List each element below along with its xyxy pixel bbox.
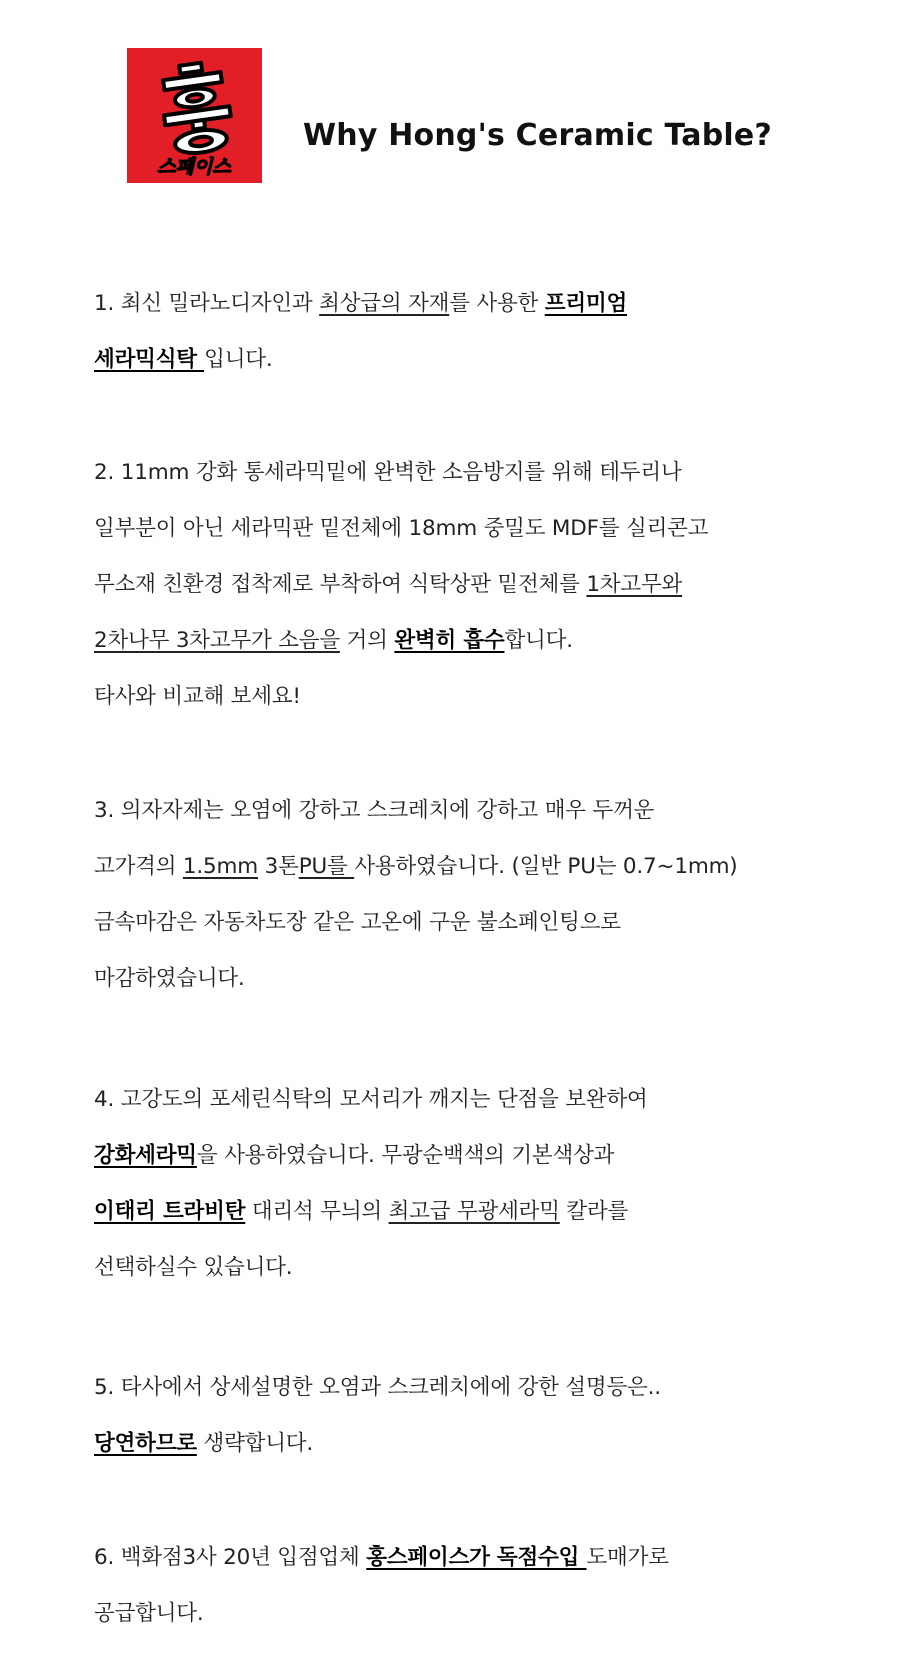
emphasis-text: 이태리 트라비탄 (94, 1199, 246, 1224)
underlined-text: 1.5mm (182, 854, 259, 879)
section-2-line-4 (94, 623, 573, 654)
section-5-line-2 (94, 1426, 313, 1457)
body-text: 5. 타사에서 상세설명한 오염과 스크레치에에 강한 설명등은.. (94, 1375, 661, 1400)
body-text: 마감하였습니다. (94, 966, 245, 991)
body-text: 을 사용하였습니다. 무광순백색의 기본색상과 (196, 1143, 615, 1168)
section-2-line-3 (94, 567, 682, 598)
section-4-line-2 (94, 1138, 614, 1169)
underlined-text: 2차나무 3차고무가 소음을 (94, 628, 340, 653)
body-text: 6. 백화점3사 20년 입점업체 (94, 1545, 367, 1570)
body-text: 4. 고강도의 포세린식탁의 모서리가 깨지는 단점을 보완하여 (94, 1087, 648, 1112)
body-text: 를 사용한 (449, 291, 545, 316)
body-text: 일부분이 아닌 세라믹판 밑전체에 18mm 중밀도 MDF를 실리콘고 (94, 516, 709, 541)
body-text: 사용하였습니다. (일반 PU는 0.7~1mm) (354, 854, 738, 879)
underlined-text: 최고급 무광세라믹 (388, 1199, 560, 1224)
body-text: 타사와 비교해 보세요! (94, 684, 301, 709)
body-text: 합니다. (504, 628, 573, 653)
body-text: 고가격의 (94, 854, 183, 879)
body-text: 3. 의자자제는 오염에 강하고 스크레치에 강하고 매우 두꺼운 (94, 798, 655, 823)
emphasis-text: 완벽히 흡수 (394, 628, 505, 653)
section-4-line-1 (94, 1082, 648, 1113)
underlined-text: PU를 (298, 854, 355, 879)
body-text: 생략합니다. (196, 1431, 313, 1456)
section-5-line-1 (94, 1370, 661, 1401)
section-2-line-2 (94, 511, 708, 542)
section-3-line-4 (94, 961, 245, 992)
section-4-line-3 (94, 1194, 628, 1225)
section-4-line-4 (94, 1250, 292, 1281)
body-text: 1. 최신 밀라노디자인과 (94, 291, 320, 316)
section-6-line-2 (94, 1596, 203, 1627)
emphasis-text: 세라믹식탁 (94, 347, 205, 372)
section-1-line-2 (94, 342, 272, 373)
body-text: 대리석 무늬의 (245, 1199, 389, 1224)
body-text: 선택하실수 있습니다. (94, 1255, 293, 1280)
section-1-line-1 (94, 286, 627, 317)
logo-wordmark: 스페이스 (157, 156, 231, 178)
section-3-line-2 (94, 849, 738, 880)
hong-logo-icon (127, 48, 262, 183)
section-6-line-1 (94, 1540, 669, 1571)
emphasis-text: 홍스페이스가 독점수입 (366, 1545, 587, 1570)
body-text: 2. 11mm 강화 통세라믹밑에 완벽한 소음방지를 위해 테두리나 (94, 460, 682, 485)
underlined-text: 최상급의 자재 (319, 291, 450, 316)
body-text: 거의 (339, 628, 395, 653)
emphasis-text: 프리미엄 (544, 291, 628, 316)
body-text: 무소재 친환경 접착제로 부착하여 식탁상판 밑전체를 (94, 572, 587, 597)
body-text: 공급합니다. (94, 1601, 204, 1626)
body-text: 칼라를 (559, 1199, 629, 1224)
section-3-line-1 (94, 793, 654, 824)
body-text: 입니다. (204, 347, 273, 372)
page-title: Why Hong's Ceramic Table? (303, 118, 773, 153)
hong-space-logo (127, 48, 262, 183)
emphasis-text: 강화세라믹 (94, 1143, 197, 1168)
section-2-line-1 (94, 455, 682, 486)
underlined-text: 1차고무와 (586, 572, 683, 597)
section-3-line-3 (94, 905, 621, 936)
section-2-line-5 (94, 679, 301, 710)
body-text: 도매가로 (586, 1545, 669, 1570)
body-text: 금속마감은 자동차도장 같은 고온에 구운 불소페인팅으로 (94, 910, 621, 935)
body-text: 3톤 (258, 854, 299, 879)
emphasis-text: 당연하므로 (94, 1431, 197, 1456)
